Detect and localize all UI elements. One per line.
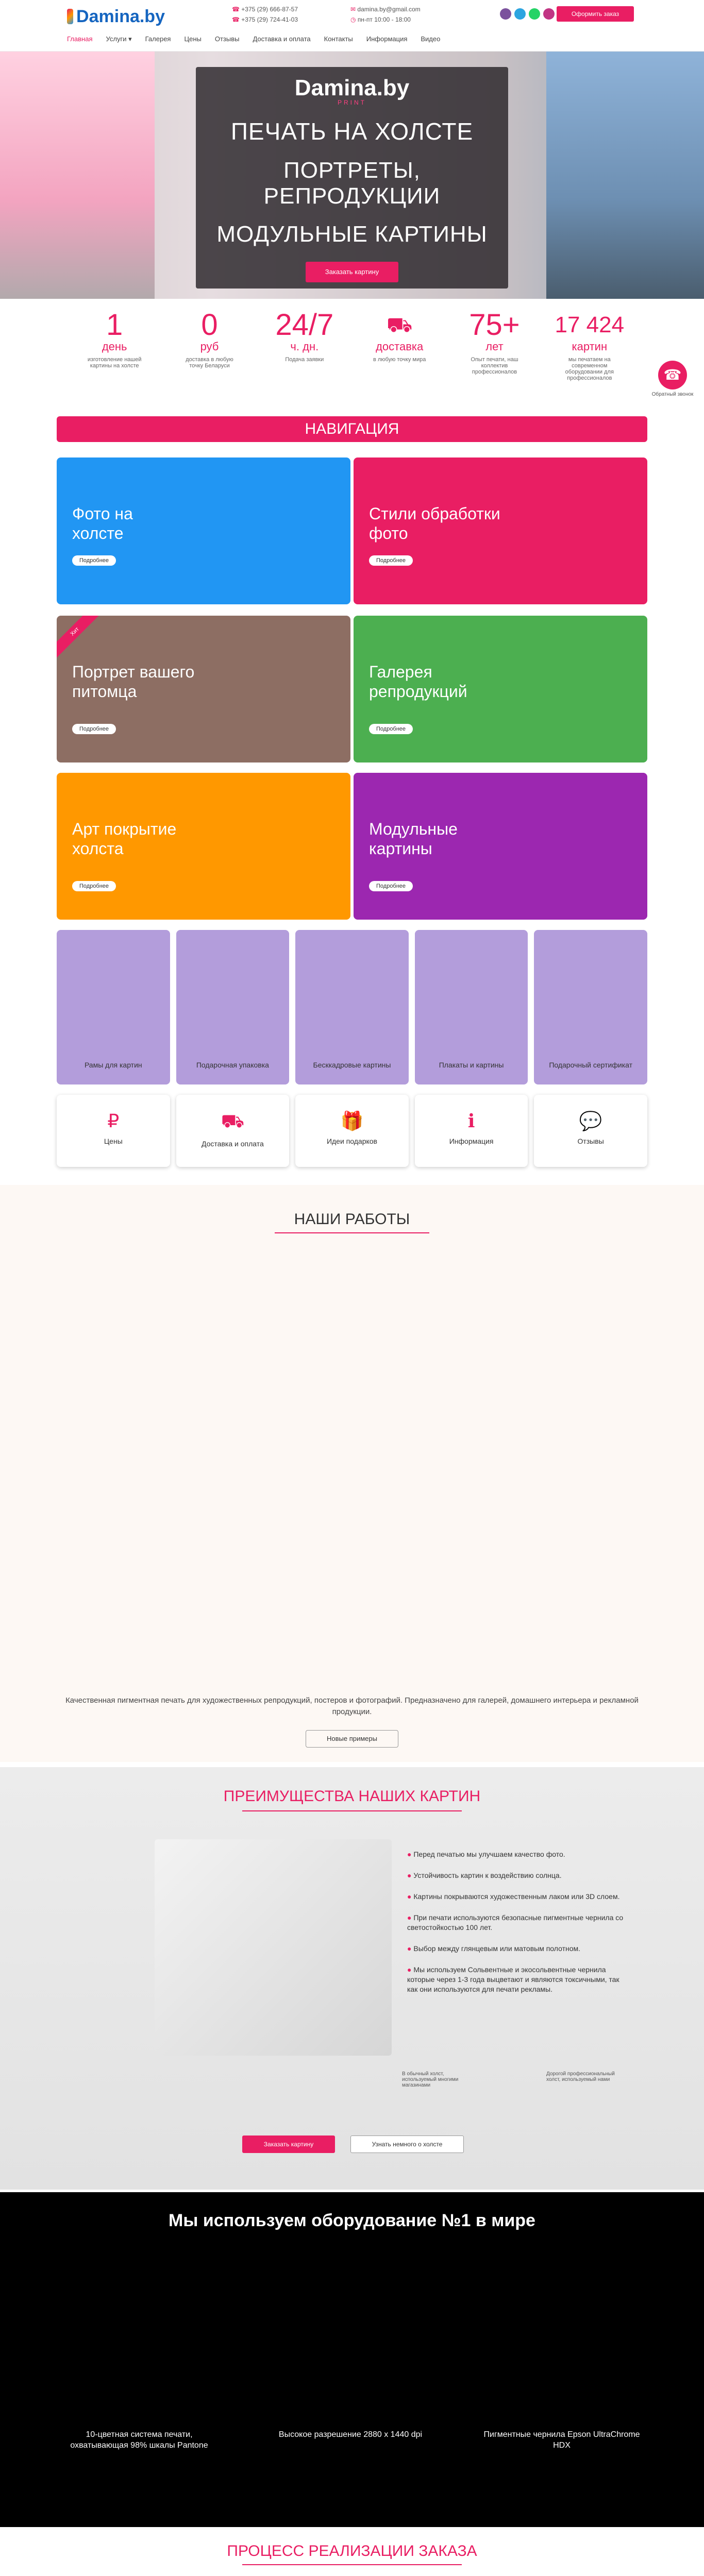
stat-unit: доставка	[376, 340, 424, 353]
advantages-section	[0, 1767, 704, 2190]
icon-tile-gifts[interactable]	[295, 1095, 409, 1167]
tile-more-button[interactable]: Подробнее	[369, 881, 413, 891]
callback-label: Обратный звонок	[651, 392, 694, 397]
works-title-underline	[275, 1232, 429, 1233]
stat-unit: ч. дн.	[290, 340, 319, 353]
stat-text: доставка в любую точку Беларуси	[186, 357, 233, 369]
stat-paintings	[542, 304, 637, 386]
social-icons	[500, 8, 555, 20]
info-icon: ℹ	[467, 1110, 475, 1131]
phone-icon: ☎	[232, 6, 242, 13]
advantage-item: ● Перед печатью мы улучшаем качество фото.	[407, 1850, 565, 1858]
icon-tiles-row	[57, 1095, 647, 1167]
callback-widget[interactable]	[649, 361, 696, 407]
stat-hours	[257, 304, 352, 386]
advantages-underline	[242, 1810, 462, 1811]
nav-tile-photo-canvas[interactable]	[57, 457, 350, 604]
tile-label: Фото на холсте	[72, 504, 133, 543]
menu-item-gallery[interactable]: Галерея	[145, 35, 171, 43]
hours: ◷ пн-пт 10:00 - 18:00	[350, 16, 411, 23]
tile-label: Модульные картины	[369, 820, 458, 858]
icon-tile-label: Цены	[104, 1137, 123, 1145]
menu-item-services[interactable]: Услуги ▾	[106, 35, 132, 43]
small-tile-certificate[interactable]	[534, 930, 647, 1084]
stat-days	[67, 304, 162, 386]
reviews-icon: 💬	[579, 1110, 602, 1131]
menu-item-info[interactable]: Информация	[366, 35, 408, 43]
email-block	[350, 4, 454, 25]
stat-number: 17 424	[555, 312, 625, 337]
nav-tile-pet-portrait[interactable]	[57, 616, 350, 762]
advantage-item: ● Устойчивость картин к воздействию солнца.	[407, 1871, 562, 1879]
works-description: Качественная пигментная печать для художественных репродукций, постеров и фотографий. Предназначено для галерей, домашнего интерьера и рекламной продукции.	[65, 1696, 639, 1716]
hero	[0, 52, 704, 299]
small-tile-label: Рамы для картин	[84, 1061, 142, 1069]
stat-unit: картин	[572, 340, 608, 353]
process-underline	[242, 2564, 462, 2565]
tile-more-button[interactable]: Подробнее	[72, 555, 116, 566]
hero-order-button[interactable]: Заказать картину	[306, 262, 398, 282]
hero-subtitle: ПОРТРЕТЫ, РЕПРОДУКЦИИ	[263, 158, 441, 209]
hero-panel	[196, 67, 508, 289]
tile-label: Арт покрытие холста	[72, 820, 177, 858]
menu-item-reviews[interactable]: Отзывы	[214, 35, 240, 43]
small-tile-label: Подарочный сертификат	[549, 1061, 633, 1069]
icon-tile-reviews[interactable]	[534, 1095, 647, 1167]
stat-text: в любую точку мира	[373, 357, 426, 363]
stat-text: изготовление нашей картины на холсте	[87, 357, 142, 369]
clock-icon: ◷	[350, 16, 358, 23]
works-section	[0, 1185, 704, 1762]
delivery-icon: ⛟	[221, 1110, 245, 1131]
advantage-item: ● Картины покрываются художественным лаком или 3D слоем.	[407, 1892, 620, 1901]
phone-icon: ☎	[232, 16, 242, 23]
advantages-order-button[interactable]: Заказать картину	[242, 2136, 335, 2153]
email[interactable]: ✉ damina.by@gmail.com	[350, 6, 421, 13]
order-button[interactable]: Оформить заказ	[557, 6, 634, 22]
hero-title: ПЕЧАТЬ НА ХОЛСТЕ	[230, 118, 474, 145]
stat-years	[447, 304, 542, 386]
icon-tile-info[interactable]	[415, 1095, 528, 1167]
contact-block	[232, 4, 350, 25]
stat-rub	[162, 304, 257, 386]
tile-label: Портрет вашего питомца	[72, 663, 195, 701]
stat-delivery	[352, 304, 447, 386]
menu-item-home[interactable]: Главная	[67, 35, 93, 43]
tile-more-button[interactable]: Подробнее	[72, 724, 116, 734]
advantage-item: ● При печати используются безопасные пигментные чернила со светостойкостью 100 лет.	[407, 1913, 624, 1931]
hero-photo-left	[0, 52, 155, 299]
stat-text: Опыт печати, наш коллектив профессионалов	[471, 357, 518, 375]
stat-unit: день	[102, 340, 127, 353]
small-tile-frameless[interactable]	[295, 930, 409, 1084]
stats-bar	[67, 304, 637, 386]
canvas-compare-left: В обычный холст, используемый многими магазинами	[402, 2071, 459, 2088]
mail-icon: ✉	[350, 6, 358, 13]
icon-tile-label: Идеи подарков	[326, 1137, 377, 1145]
tile-more-button[interactable]: Подробнее	[369, 724, 413, 734]
works-title: НАШИ РАБОТЫ	[294, 1211, 410, 1228]
equipment-item-ink: Пигментные чернила Epson UltraChrome HDX	[483, 2430, 640, 2450]
menu-item-prices[interactable]: Цены	[184, 35, 202, 43]
nav-tile-styles[interactable]	[354, 457, 647, 604]
icon-tile-prices[interactable]	[57, 1095, 170, 1167]
advantage-item: ● Выбор между глянцевым или матовым полотном.	[407, 1944, 581, 1953]
small-tile-frames[interactable]	[57, 930, 170, 1084]
advantages-title: ПРЕИМУЩЕСТВА НАШИХ КАРТИН	[223, 1788, 481, 1805]
icon-tile-label: Доставка и оплата	[202, 1140, 264, 1148]
advantages-canvas-button[interactable]: Узнать немного о холсте	[350, 2136, 464, 2153]
price-icon: ₽	[107, 1110, 120, 1131]
hero-subtitle-2: МОДУЛЬНЫЕ КАРТИНЫ	[216, 222, 488, 247]
delivery-truck-icon: ⛟	[386, 314, 413, 336]
hit-ribbon: Хит	[57, 616, 103, 659]
canvas-compare-right: Дорогой профессиональный холст, используемый нами	[546, 2071, 615, 2082]
tile-more-button[interactable]: Подробнее	[72, 881, 116, 891]
hero-logo: Damina.by	[294, 75, 410, 100]
navigation-title: НАВИГАЦИЯ	[305, 420, 399, 437]
logo[interactable]	[67, 3, 165, 30]
nav-tile-gallery[interactable]	[354, 616, 647, 762]
nav-tile-modular[interactable]	[354, 773, 647, 920]
nav-tile-art-coating[interactable]	[57, 773, 350, 920]
stat-unit: лет	[485, 340, 504, 353]
menu-item-video[interactable]: Видео	[421, 35, 441, 43]
phone-2[interactable]: ☎ +375 (29) 724-41-03	[232, 16, 298, 23]
icon-tile-label: Отзывы	[577, 1137, 604, 1145]
tile-more-button[interactable]: Подробнее	[369, 555, 413, 566]
stat-text: Подача заявки	[285, 357, 324, 363]
callback-phone-icon: ☎	[658, 361, 687, 389]
equipment-item-colors: 10-цветная система печати, охватывающая 98% шкалы Pantone	[70, 2430, 208, 2450]
header	[0, 0, 704, 52]
small-tile-gift-wrap[interactable]	[176, 930, 290, 1084]
stat-text: мы печатаем на современном оборудовании для профессионалов	[565, 357, 614, 381]
logo-house-icon	[67, 9, 73, 24]
advantages-list	[407, 1850, 624, 1994]
telegram-icon[interactable]	[514, 8, 526, 20]
instagram-icon[interactable]	[543, 8, 555, 20]
stat-number: 24/7	[275, 308, 334, 342]
menu-item-contacts[interactable]: Контакты	[324, 35, 353, 43]
hero-logo-sub: PRINT	[338, 99, 366, 106]
stat-number: 1	[106, 308, 123, 342]
small-tile-label: Бесккадровые картины	[313, 1061, 391, 1069]
stat-number: 75+	[469, 308, 520, 342]
process-title: ПРОЦЕСС РЕАЛИЗАЦИИ ЗАКАЗА	[227, 2543, 477, 2560]
small-tile-label: Плакаты и картины	[439, 1061, 504, 1069]
stat-unit: руб	[200, 340, 219, 353]
equipment-title: Мы используем оборудование №1 в мире	[169, 2211, 535, 2230]
advantages-image-left	[155, 1839, 392, 2056]
icon-tile-label: Информация	[449, 1137, 494, 1145]
stat-number: 0	[201, 308, 218, 342]
hero-photo-right	[546, 52, 704, 299]
logo-text: Damina.by	[76, 6, 165, 26]
works-gallery	[57, 1247, 647, 1674]
small-tile-posters[interactable]	[415, 930, 528, 1084]
whatsapp-icon[interactable]	[529, 8, 540, 20]
tile-label: Галерея репродукций	[369, 663, 467, 701]
small-tiles-row	[57, 930, 647, 1084]
advantage-item: ● Мы используем Сольвентные и экосольвентные чернила которые через 1-3 года выцветают и являются токсичными, так как они используются для печати рекламы.	[407, 1965, 619, 1993]
process-section	[0, 2527, 704, 2576]
menu-item-delivery[interactable]: Доставка и оплата	[253, 35, 311, 43]
main-menu	[67, 35, 634, 48]
works-more-button[interactable]: Новые примеры	[306, 1730, 398, 1748]
small-tile-label: Подарочная упаковка	[196, 1061, 269, 1069]
equipment-item-resolution: Высокое разрешение 2880 x 1440 dpi	[278, 2430, 423, 2439]
gift-icon: 🎁	[340, 1110, 364, 1131]
navigation-title-bar	[57, 416, 647, 442]
phone-1[interactable]: ☎ +375 (29) 666-87-57	[232, 6, 298, 13]
icon-tile-delivery[interactable]	[176, 1095, 290, 1167]
viber-icon[interactable]	[500, 8, 511, 20]
equipment-section	[0, 2192, 704, 2527]
tile-label: Стили обработки фото	[369, 504, 500, 543]
